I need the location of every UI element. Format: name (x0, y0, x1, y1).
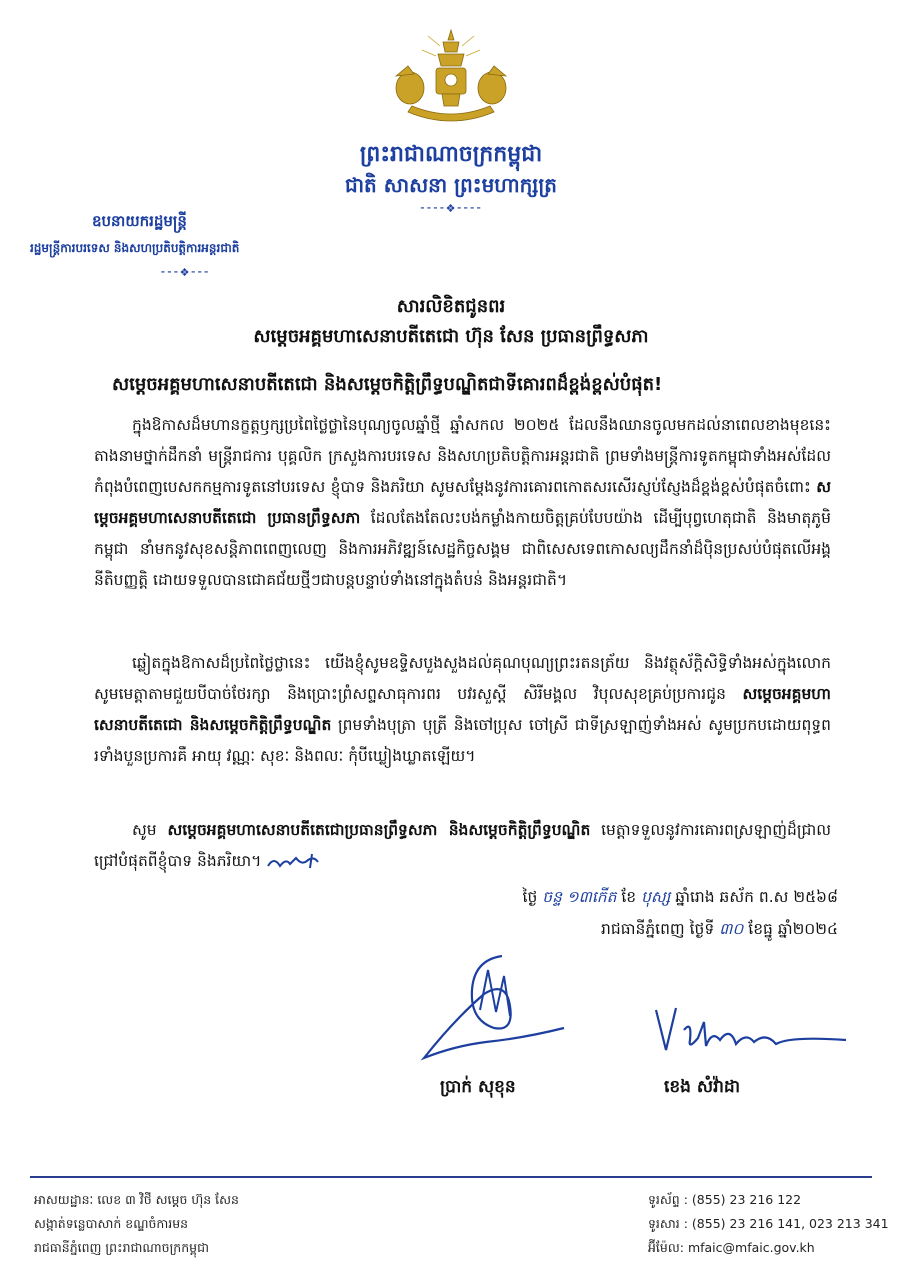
date-text: ខែ (621, 888, 637, 906)
paragraph-text: ឆ្លៀតក្នុងឱកាសដ៏ប្រពៃថ្លៃថ្លានេះ យើងខ្ញុំសូមឧទ្ទិសបួងសួងដល់គុណបុណ្យព្រះរតនត្រ័យ និងវត្ថុស័ក្តិសិទ្ធិទាំងអស់ក្នុងលោក សូមមេត្តាតាមជួយបីបាច់ថែរក្សា និងប្រោះព្រំសព្ទសាធុការពរ បវរសួស្តី សិរីមង្គល វិបុលសុខគ្រប់ប្រការជូន (94, 654, 831, 703)
salutation: សម្តេចអគ្គមហាសេនាបតីតេជោ និងសម្តេចកិត្តិព្រឹទ្ធបណ្ឌិតជាទីគោរពដ៏ខ្ពង់ខ្ពស់បំផុត! (112, 374, 663, 395)
signature-2-icon (650, 1000, 850, 1060)
address-text: លេខ ៣ វិថី សម្តេច ហ៊ុន សែន (97, 1192, 239, 1207)
date-text: រាជធានីភ្នំពេញ ថ្ងៃទី (601, 920, 715, 938)
signatory-name: ខេង សំវ៉ាដា (664, 1077, 741, 1097)
date-handwritten: ១៣កើត (566, 888, 617, 906)
kingdom-title: ព្រះរាជាណាចក្រកម្ពុជា (359, 142, 543, 167)
paragraph-3 (94, 815, 831, 877)
paragraph-text: ដែលតែងតែលះបង់កម្លាំងកាយចិត្តគ្រប់បែបយ៉ាង ដើម្បីបុព្វហេតុជាតិ និងមាតុភូមិកម្ពុជា នាំមកនូវសុខសន្តិភាពពេញលេញ និងការអភិវឌ្ឍន៍សេដ្ឋកិច្ចសង្គម ជាពិសេសទេពកោសល្យដឹកនាំដ៏ប៉ិនប្រសប់បំផុតលើអង្គនីតិបញ្ញត្តិ ដោយទទួលបានជោគជ័យថ្មីៗជាបន្តបន្ទាប់ទាំងនៅក្នុងតំបន់ និងអន្តរជាតិ។ (94, 509, 831, 589)
ornament-divider: ⁃⁃⁃❖⁃⁃⁃ (160, 266, 210, 279)
paragraph-text: សូម (132, 821, 157, 839)
paragraph-text: ក្នុងឱកាសដ៏មហានក្ខត្តឫក្សប្រពៃថ្លៃថ្លានៃបុណ្យចូលឆ្នាំថ្មី ឆ្នាំសកល ២០២៥ ដែលនឹងឈានចូលមកដល់នាពេលខាងមុខនេះ តាងនាមថ្នាក់ដឹកនាំ មន្ត្រីរាជការ បុគ្គលិក ក្រសួងការបរទេស និងសហប្រតិបត្តិការអន្តរជាតិ ព្រមទាំងមន្ត្រីការទូតកម្ពុជាទាំងអស់ដែលកំពុងបំពេញបេសកកម្មការទូតនៅបរទេស ខ្ញុំបាទ និងភរិយា សូមសម្តែងនូវការគោរពកោតសរសើរស្ញប់ស្ញែងដ៏ខ្ពង់ខ្ពស់បំផុតចំពោះ (94, 416, 831, 496)
phone-label: ទូរស័ព្ទ : (648, 1192, 688, 1207)
address-line: សង្កាត់ទន្លេបាសាក់ ខណ្ឌចំការមន (34, 1216, 189, 1231)
paragraph-bold: សម្តេចអគ្គមហាសេនាបតីតេជោប្រធានព្រឹទ្ធសភា និងសម្តេចកិត្តិព្រឹទ្ធបណ្ឌិត (167, 821, 591, 839)
fax-label: ទូរសារ : (648, 1216, 688, 1231)
contact-fax (648, 1212, 889, 1236)
email-label: អ៊ីម៉ែល: (648, 1240, 684, 1255)
lunar-date (428, 882, 838, 913)
date-text: ឆ្នាំរោង ឆស័ក ព.ស ២៥៦៨ (675, 888, 838, 906)
office-title: ឧបនាយករដ្ឋមន្ត្រី (92, 212, 187, 230)
paragraph-1 (94, 410, 831, 596)
date-handwritten: បុស្ស (641, 888, 671, 906)
paragraph-2 (94, 648, 831, 772)
ornament-divider: ⁃⁃⁃⁃❖⁃⁃⁃⁃ (419, 202, 483, 215)
signatory-name: ប្រាក់ សុខុន (440, 1077, 516, 1097)
paragraph-text: មេត្តាទទួលនូវការគោរពស្រឡាញ់ដ៏ជ្រាលជ្រៅបំផុតពីខ្ញុំបាទ និងភរិយា។ (94, 821, 831, 870)
solar-date (428, 914, 838, 945)
footer-address (34, 1188, 239, 1260)
footer-contacts (648, 1188, 889, 1260)
address-line: រាជធានីភ្នំពេញ ព្រះរាជាណាចក្រកម្ពុជា (34, 1240, 209, 1255)
footer-divider (30, 1176, 872, 1178)
contact-phone (648, 1188, 889, 1212)
date-handwritten: ចន្ទ (542, 888, 562, 906)
address-line (34, 1188, 239, 1212)
national-motto: ជាតិ សាសនា ព្រះមហាក្សត្រ (345, 173, 557, 197)
paragraph-text: ព្រមទាំងបុត្រា បុត្រី និងចៅប្រុស ចៅស្រី ជាទីស្រឡាញ់ទាំងអស់ សូមប្រកបដោយពុទ្ធពរទាំងបួនប្រការគឺ អាយុ វណ្ណៈ សុខៈ និងពលៈ កុំបីឃ្លៀងឃ្លាតឡើយ។ (94, 716, 831, 765)
contact-email (648, 1236, 889, 1260)
date-handwritten: ៣០ (719, 920, 744, 938)
signature-1-icon (414, 950, 574, 1072)
handwritten-initial-icon (266, 852, 324, 872)
letter-subject: សារលិខិតជូនពរ (396, 296, 506, 317)
letter-recipient: សម្តេចអគ្គមហាសេនាបតីតេជោ ហ៊ុន សែន ប្រធានព្រឹទ្ធសភា (253, 326, 649, 347)
address-label: អាសយដ្ឋានៈ (34, 1192, 94, 1207)
date-text: ខែធ្នូ ឆ្នាំ២០២៤ (748, 920, 838, 938)
email-link[interactable]: mfaic@mfaic.gov.kh (687, 1240, 815, 1255)
paragraph-bold: សម្តេចអគ្គមហាសេនាបតីតេជោ ប្រធានព្រឹទ្ធសភា (94, 478, 831, 527)
royal-coat-of-arms-icon (388, 26, 514, 130)
phone-value: (855) 23 216 122 (691, 1192, 802, 1207)
fax-value: (855) 23 216 141, 023 213 341 (691, 1216, 889, 1231)
date-text: ថ្ងៃ (522, 888, 538, 906)
ministry-title: រដ្ឋមន្ត្រីការបរទេស និងសហប្រតិបត្តិការអន្តរជាតិ (30, 241, 240, 255)
paragraph-bold: សម្តេចអគ្គមហាសេនាបតីតេជោ និងសម្តេចកិត្តិព្រឹទ្ធបណ្ឌិត (94, 685, 831, 734)
